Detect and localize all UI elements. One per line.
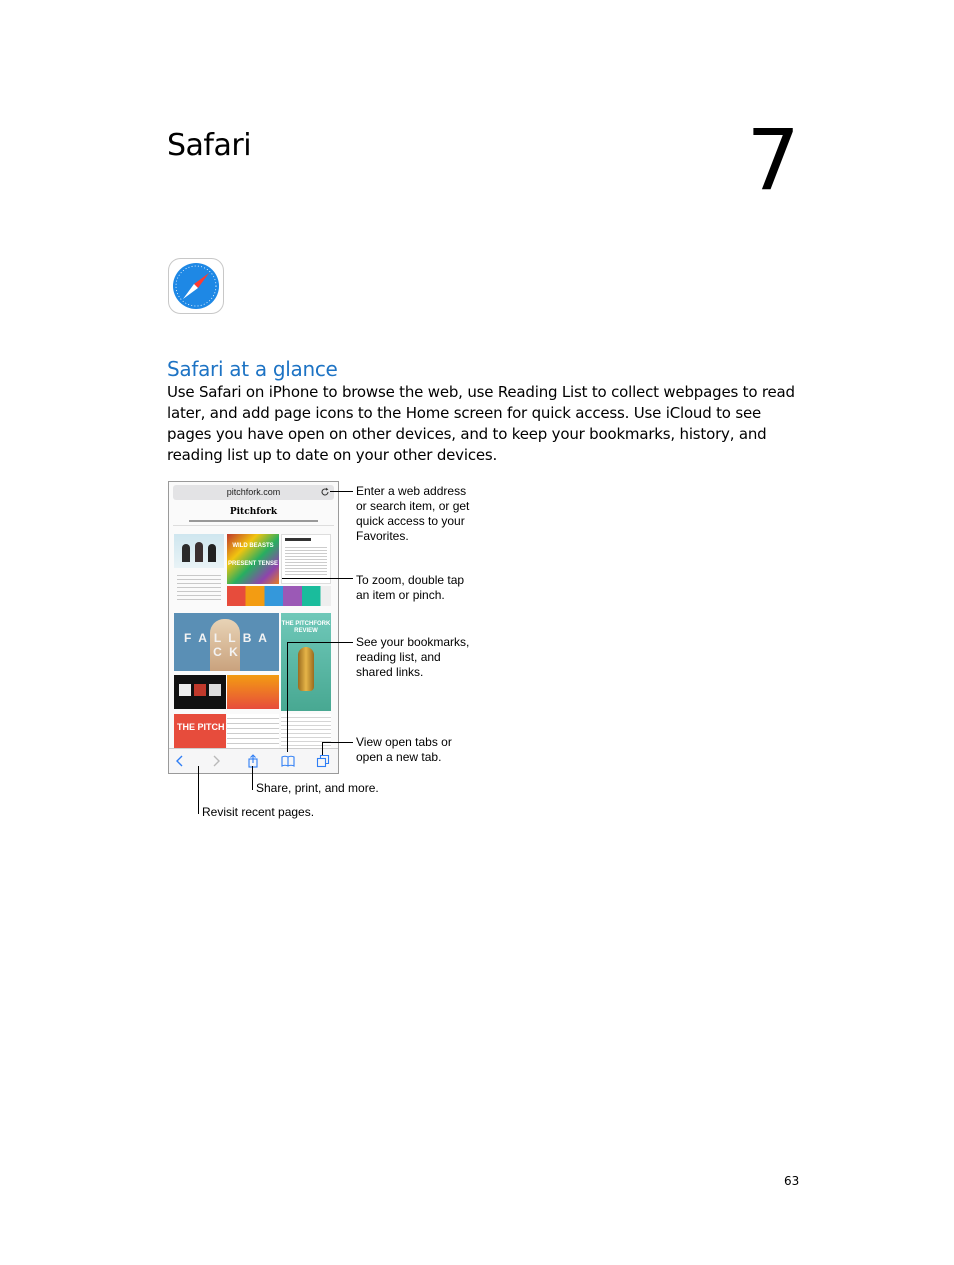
fall-back-text: F A L L B A C K xyxy=(184,631,269,659)
album-strip xyxy=(227,586,331,606)
site-nav xyxy=(189,520,318,522)
divider xyxy=(173,525,334,526)
address-bar[interactable] xyxy=(173,485,334,500)
leader-revisit xyxy=(198,766,199,814)
leader-tabs-h xyxy=(322,742,353,743)
leader-tabs-v xyxy=(322,742,323,755)
safari-screenshot xyxy=(168,481,339,774)
leader-share xyxy=(252,766,253,790)
leader-zoom xyxy=(282,578,353,579)
pitchfork-review-tile xyxy=(281,613,331,711)
chapter-title: Safari xyxy=(167,128,252,163)
yellow-art-tile xyxy=(227,675,279,709)
leader-bookmarks-v xyxy=(287,642,288,752)
pitchfork-review-text: THE PITCHFORK REVIEW xyxy=(281,621,331,634)
forward-icon[interactable] xyxy=(209,754,223,768)
bookmarks-icon[interactable] xyxy=(281,754,295,768)
fall-back-tile xyxy=(174,613,279,671)
leader-address xyxy=(330,491,353,492)
callout-revisit: Revisit recent pages. xyxy=(202,805,315,819)
tabs-icon[interactable] xyxy=(316,754,330,768)
url-text: pitchfork.com xyxy=(226,487,281,497)
page-number: 63 xyxy=(784,1174,800,1188)
band-photo-tile xyxy=(174,534,224,568)
news-panel xyxy=(281,534,331,584)
present-tense-text: PRESENT TENSE xyxy=(227,561,278,567)
the-pitch-text: THE PITCH xyxy=(177,722,225,732)
site-logo: Pitchfork xyxy=(229,507,278,517)
safari-toolbar xyxy=(169,748,338,773)
wild-beasts-tile xyxy=(227,534,279,584)
callout-tabs: View open tabs or open a new tab. xyxy=(356,735,452,764)
callout-share: Share, print, and more. xyxy=(256,781,379,795)
leader-bookmarks-h xyxy=(287,642,353,643)
callout-address: Enter a web address or search item, or get quick access to your Favorites. xyxy=(356,484,470,543)
share-icon[interactable] xyxy=(246,754,260,768)
track-list xyxy=(227,714,279,748)
reload-icon[interactable] xyxy=(320,487,330,497)
callout-zoom: To zoom, double tap an item or pinch. xyxy=(356,573,465,602)
safari-compass-icon xyxy=(168,258,224,314)
section-heading: Safari at a glance xyxy=(167,357,338,381)
back-icon[interactable] xyxy=(173,754,187,768)
article-text-lines xyxy=(177,572,221,602)
the-pitch-tile xyxy=(174,714,226,748)
album-covers-tile xyxy=(174,675,226,709)
chapter-number: 7 xyxy=(746,111,800,209)
callout-bookmarks: See your bookmarks, reading list, and shared links. xyxy=(356,635,470,679)
intro-paragraph: Use Safari on iPhone to browse the web, use Reading List to collect webpages to read later, and add page icons to the Home screen for quick access. Use iCloud to see pages you have open on other devices, and to keep your bookmarks, history, and reading list up to date on your other devices. xyxy=(167,383,795,464)
wild-beasts-text: WILD BEASTS xyxy=(232,543,274,549)
